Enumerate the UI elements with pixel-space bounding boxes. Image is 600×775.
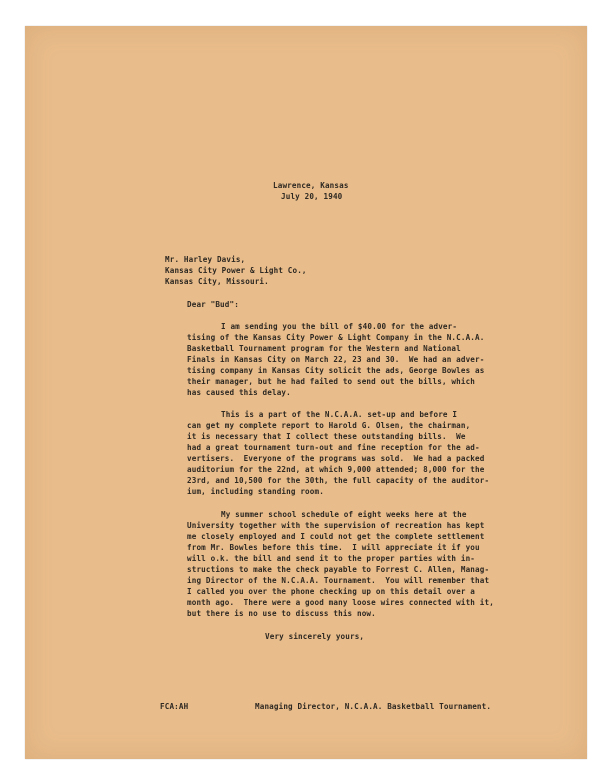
body-line: can get my complete report to Harold G. Olsen, the chairman, [187,421,471,430]
body-line: tising of the Kansas City Power & Light Company in the N.C.A.A. [187,333,485,342]
date-line: July 20, 1940 [281,192,343,201]
body-line: structions to make the check payable to Forrest C. Allen, Manag- [187,565,490,574]
typist-initials: FCA:AH [160,702,189,711]
body-line: Finals in Kansas City on March 22, 23 and 30. We had an adver- [187,355,485,364]
signature-title: Managing Director, N.C.A.A. Basketball Tournament. [255,702,492,711]
body-line: Basketball Tournament program for the Western and National [187,344,461,353]
body-line: I am sending you the bill of $40.00 for the adver- [221,322,458,331]
body-line: but there is no use to discuss this now. [187,609,376,618]
body-line: ium, including standing room. [187,487,324,496]
body-line: This is a part of the N.C.A.A. set-up and before I [221,410,458,419]
body-line: will o.k. the bill and send it to the proper parties with in- [187,554,476,563]
body-line: My summer school schedule of eight weeks here at the [221,510,467,519]
body-line: has caused this delay. [187,388,291,397]
body-line: 23rd, and 10,500 for the 30th, the full capacity of the auditor- [187,476,490,485]
body-line: auditorium for the 22nd, at which 9,000 attended; 8,000 for the [187,465,485,474]
body-line: tising company in Kansas City solicit the ads, George Bowles as [187,366,485,375]
body-line: month ago. There were a good many loose wires connected with it, [187,598,494,607]
body-line: me closely employed and I could not get the complete settlement [187,532,485,541]
place-line: Lawrence, Kansas [273,181,349,190]
salutation: Dear "Bud": [187,300,239,309]
body-line: their manager, but he had failed to send out the bills, which [187,377,476,386]
body-line: vertisers. Everyone of the programs was sold. We had a packed [187,454,485,463]
body-line: University together with the supervision of recreation has kept [187,521,485,530]
closing: Very sincerely yours, [265,632,365,641]
recipient-line: Kansas City Power & Light Co., [165,266,307,275]
body-line: it is necessary that I collect these outstanding bills. We [187,432,466,441]
recipient-line: Kansas City, Missouri. [165,277,269,286]
recipient-line: Mr. Harley Davis, [165,255,246,264]
body-line: from Mr. Bowles before this time. I will appreciate it if you [187,543,480,552]
letter-page [25,26,587,759]
body-line: ing Director of the N.C.A.A. Tournament. You will remember that [187,576,490,585]
body-line: I called you over the phone checking up on this detail over a [187,587,476,596]
body-line: had a great tournament turn-out and fine reception for the ad- [187,443,480,452]
